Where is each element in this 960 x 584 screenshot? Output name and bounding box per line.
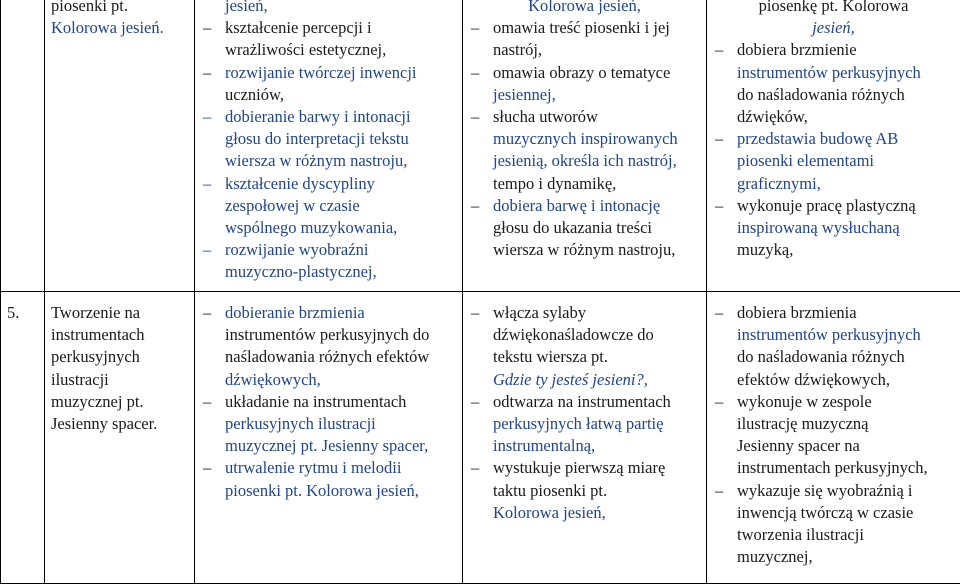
topic-cell <box>45 0 195 292</box>
outcome-item <box>713 195 954 262</box>
activity-line: perkusyjnych łatwą partię <box>493 413 700 435</box>
activity-line: tekstu wiersza pt. <box>493 346 700 368</box>
outcome-line: muzycznej, <box>737 546 954 568</box>
outcome-lead-line: jesień, <box>713 17 954 39</box>
activity-line: tempo i dynamikę, <box>493 173 700 195</box>
outcome-line: do naśladowania różnych <box>737 84 954 106</box>
topic-line: perkusyjnych <box>51 346 188 368</box>
table-row <box>1 0 960 292</box>
goal-item <box>201 17 456 61</box>
outcome-line: graficznymi, <box>737 173 954 195</box>
activity-lead: Kolorowa jesień, <box>469 0 700 17</box>
outcome-line: – wykonuje pracę plastyczną <box>737 195 954 217</box>
goal-line: głosu do interpretacji tekstu <box>225 128 456 150</box>
outcomes-cell <box>707 292 960 584</box>
activity-line: głosu do ukazania treści <box>493 217 700 239</box>
outcome-line: efektów dźwiękowych, <box>737 369 954 391</box>
outcomes-cell <box>707 0 960 292</box>
goal-item <box>201 302 456 391</box>
activity-line: – odtwarza na instrumentach <box>493 391 700 413</box>
outcome-item <box>713 128 954 195</box>
outcome-item <box>713 480 954 569</box>
outcome-line: – dobiera brzmienie <box>737 39 954 61</box>
activity-item <box>469 302 700 391</box>
goal-item <box>201 239 456 283</box>
goal-item <box>201 391 456 458</box>
goal-line: instrumentów perkusyjnych do <box>225 324 456 346</box>
outcome-item <box>713 391 954 480</box>
activity-line: wiersza w różnym nastroju, <box>493 239 700 261</box>
topic-line: instrumentach <box>51 324 188 346</box>
activity-item <box>469 17 700 61</box>
outcome-item <box>713 39 954 128</box>
outcome-line: Jesienny spacer na <box>737 435 954 457</box>
outcome-line: instrumentów perkusyjnych <box>737 62 954 84</box>
goal-line: wiersza w różnym nastroju, <box>225 150 456 172</box>
activity-line: jesiennej, <box>493 84 700 106</box>
lesson-number-cell <box>1 292 45 584</box>
outcome-line: muzyką, <box>737 239 954 261</box>
goal-line: – rozwijanie twórczej inwencji <box>225 62 456 84</box>
activity-line: – wystukuje pierwszą miarę <box>493 457 700 479</box>
activity-line: dźwiękonaśladowcze do <box>493 324 700 346</box>
outcome-line: instrumentów perkusyjnych <box>737 324 954 346</box>
outcome-line: – dobiera brzmienia <box>737 302 954 324</box>
goal-item <box>201 457 456 501</box>
activity-line: – włącza sylaby <box>493 302 700 324</box>
outcome-line: inspirowaną wysłuchaną <box>737 217 954 239</box>
goal-line: piosenki pt. Kolorowa jesień, <box>225 480 456 502</box>
goal-line: dźwiękowych, <box>225 369 456 391</box>
outcome-line: inwencją twórczą w czasie <box>737 502 954 524</box>
activity-line: instrumentalną, <box>493 435 700 457</box>
goal-item <box>201 106 456 173</box>
goal-line: wspólnego muzykowania, <box>225 217 456 239</box>
topic-line: piosenki pt. <box>51 0 188 17</box>
activity-item <box>469 106 700 195</box>
goal-line: zespołowej w czasie <box>225 195 456 217</box>
activity-line: – omawia treść piosenki i jej <box>493 17 700 39</box>
table-row <box>1 292 960 584</box>
activity-line: – słucha utworów <box>493 106 700 128</box>
activity-item <box>469 195 700 262</box>
outcome-line: ilustrację muzyczną <box>737 413 954 435</box>
activity-line: muzycznych inspirowanych <box>493 128 700 150</box>
outcome-line: tworzenia ilustracji <box>737 524 954 546</box>
activity-item <box>469 391 700 458</box>
outcome-lead-line: piosenkę pt. Kolorowa <box>713 0 954 17</box>
goal-line: – kształcenie dyscypliny <box>225 173 456 195</box>
outcome-line: dźwięków, <box>737 106 954 128</box>
activity-item <box>469 457 700 524</box>
outcome-line: do naśladowania różnych <box>737 346 954 368</box>
goal-lead: jesień, <box>201 0 456 17</box>
activities-cell <box>463 292 707 584</box>
goal-line: perkusyjnych ilustracji <box>225 413 456 435</box>
goal-line: – utrwalenie rytmu i melodii <box>225 457 456 479</box>
topic-line: Jesienny spacer. <box>51 413 188 435</box>
activity-line: taktu piosenki pt. <box>493 480 700 502</box>
activity-line: jesienią, określa ich nastrój, <box>493 150 700 172</box>
lesson-number-cell <box>1 0 45 292</box>
activity-line: – dobiera barwę i intonację <box>493 195 700 217</box>
goal-line: – dobieranie barwy i intonacji <box>225 106 456 128</box>
activity-line: – omawia obrazy o tematyce <box>493 62 700 84</box>
goal-line: naśladowania różnych efektów <box>225 346 456 368</box>
goal-line: muzycznej pt. Jesienny spacer, <box>225 435 456 457</box>
goal-item <box>201 173 456 240</box>
activity-item <box>469 62 700 106</box>
activity-line: Kolorowa jesień, <box>493 502 700 524</box>
outcome-line: instrumentach perkusyjnych, <box>737 457 954 479</box>
topic-line: muzycznej pt. <box>51 391 188 413</box>
activities-cell <box>463 0 707 292</box>
outcome-line: piosenki elementami <box>737 150 954 172</box>
goal-line: wrażliwości estetycznej, <box>225 39 456 61</box>
goal-line: – dobieranie brzmienia <box>225 302 456 324</box>
outcome-item <box>713 302 954 391</box>
goals-cell <box>195 0 463 292</box>
goal-line: – kształcenie percepcji i <box>225 17 456 39</box>
goal-line: uczniów, <box>225 84 456 106</box>
topic-line: ilustracji <box>51 369 188 391</box>
goal-line: – układanie na instrumentach <box>225 391 456 413</box>
activity-line: nastrój, <box>493 39 700 61</box>
outcome-line: – wykonuje w zespole <box>737 391 954 413</box>
activity-line: Gdzie ty jesteś jesieni?, <box>493 369 700 391</box>
topic-cell <box>45 292 195 584</box>
goal-line: – rozwijanie wyobraźni <box>225 239 456 261</box>
outcome-line: – wykazuje się wyobraźnią i <box>737 480 954 502</box>
goal-item <box>201 62 456 106</box>
topic-line: Kolorowa jesień. <box>51 17 188 39</box>
outcome-line: – przedstawia budowę AB <box>737 128 954 150</box>
goal-line: muzyczno-plastycznej, <box>225 261 456 283</box>
topic-line: Tworzenie na <box>51 302 188 324</box>
goals-cell <box>195 292 463 584</box>
lesson-number: 5. <box>7 303 19 322</box>
